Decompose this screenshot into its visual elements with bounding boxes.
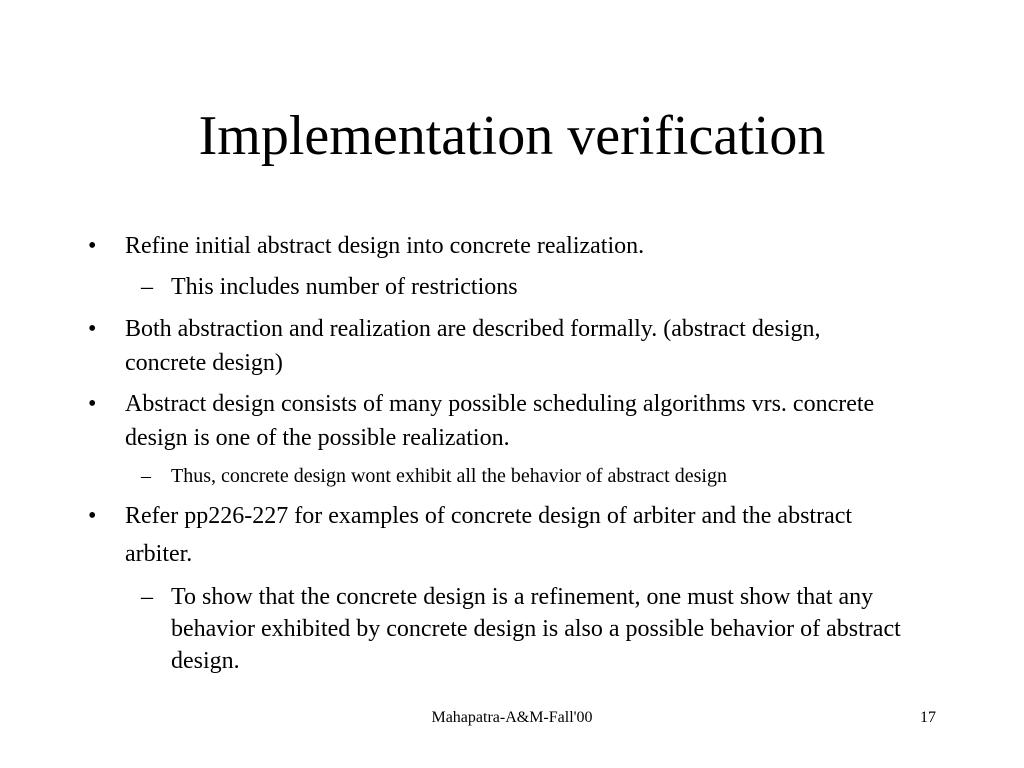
- bullet-item: [88, 229, 925, 263]
- bullet-text: Refer pp226-227 for examples of concrete design of arbiter and the abstract arbiter.: [125, 503, 853, 567]
- bullet-item: [88, 312, 895, 380]
- bullet-item: [88, 387, 925, 455]
- slide-title: Implementation verification: [198, 105, 826, 167]
- sub-bullet-text: Thus, concrete design wont exhibit all the behavior of abstract design: [171, 465, 727, 487]
- sub-bullet-item: [141, 462, 931, 490]
- bullet-marker: •: [88, 503, 97, 529]
- bullet-item: [88, 497, 915, 573]
- bullet-marker: •: [88, 233, 97, 259]
- bullet-text: Both abstraction and realization are described formally. (abstract design, concrete design): [125, 316, 821, 376]
- footer-text: Mahapatra-A&M-Fall'00: [431, 709, 593, 726]
- sub-bullet-text: To show that the concrete design is a refinement, one must show that any behavior exhibited by concrete design is also a possible behavior of abstract design.: [171, 584, 901, 674]
- dash-marker: –: [141, 584, 153, 610]
- bullet-text: Abstract design consists of many possible scheduling algorithms vrs. concrete design is one of the possible realization.: [125, 391, 875, 451]
- sub-bullet-text: This includes number of restrictions: [171, 274, 518, 300]
- dash-marker: –: [141, 465, 151, 487]
- sub-bullet-item: [141, 581, 916, 677]
- bullet-text: Refine initial abstract design into concrete realization.: [125, 233, 645, 259]
- dash-marker: –: [141, 274, 153, 300]
- page-number: 17: [920, 709, 936, 726]
- bullet-marker: •: [88, 316, 97, 342]
- bullet-marker: •: [88, 391, 97, 417]
- sub-bullet-item: [141, 270, 931, 304]
